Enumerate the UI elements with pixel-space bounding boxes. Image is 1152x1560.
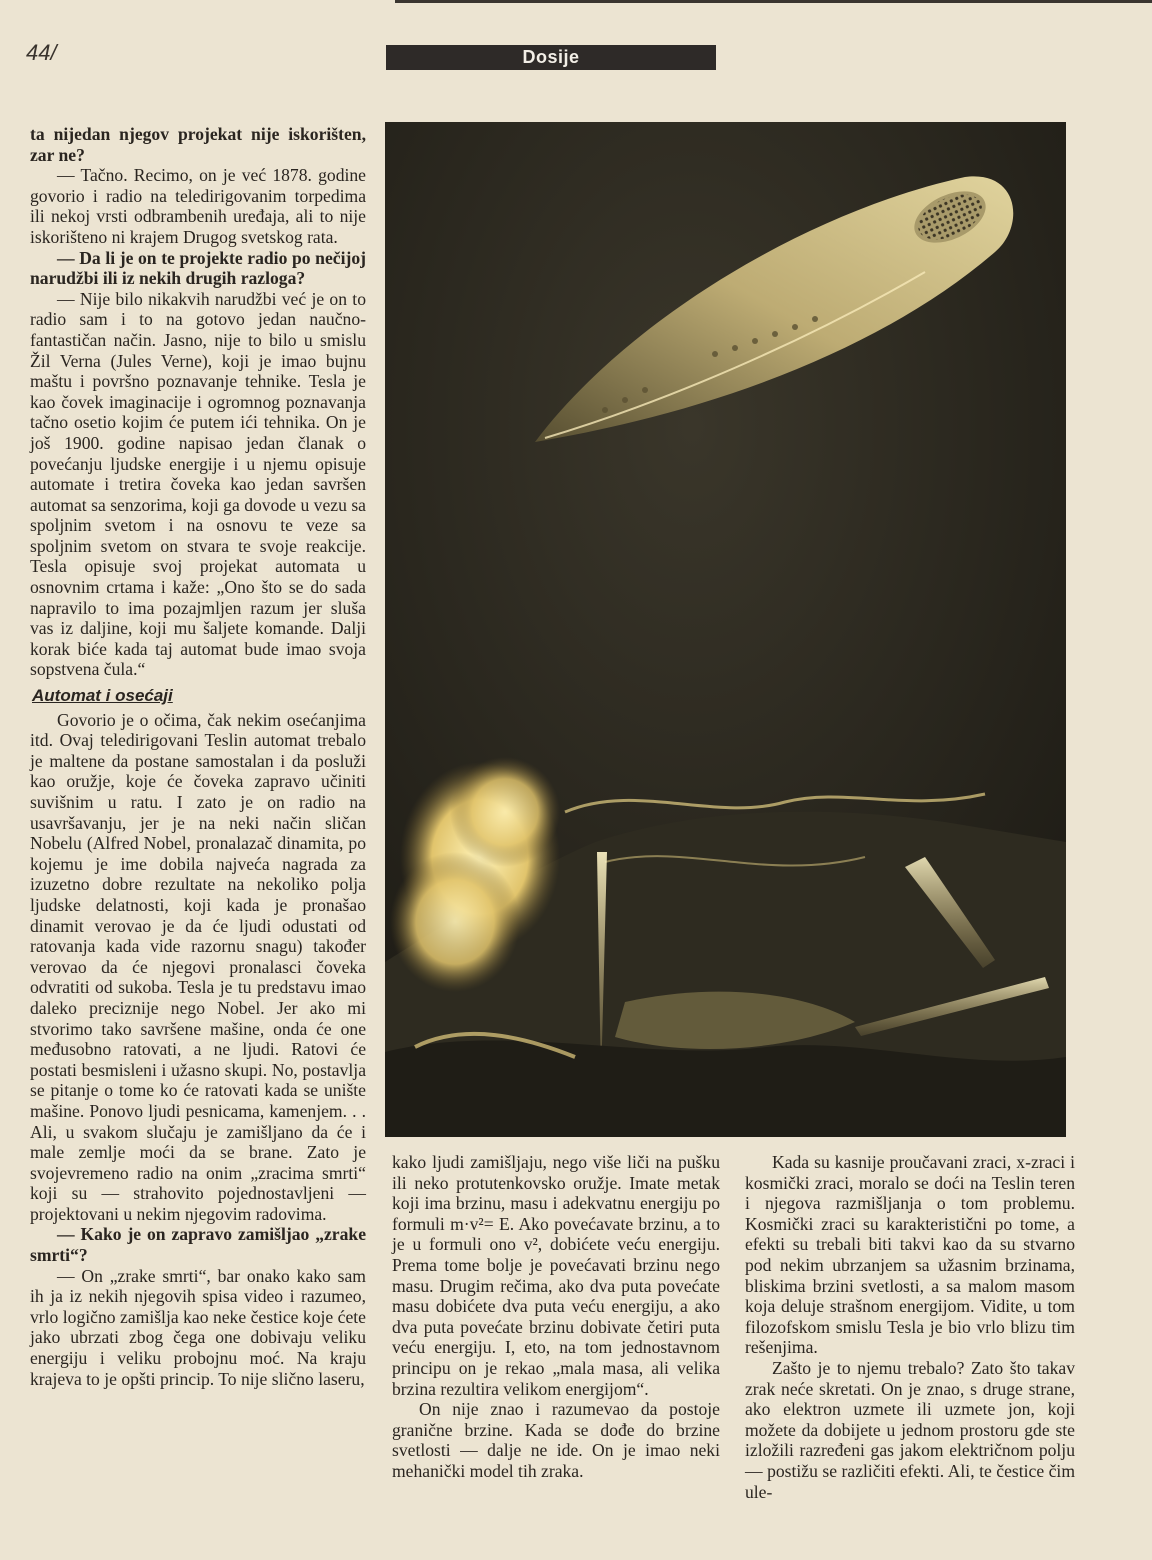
paragraph: Govorio je o očima, čak nekim osećanjima itd. Ovaj teledirigovani Teslin automat trebalo je maltene da postane samostalan i da posluži kao oružje, koje će čoveka zapravo učiniti suvišnim u ratu. I zato je on radio na usavršavanju, jer je na neki način sličan Nobelu (Alfred Nobel, pronalazač dinamita, po kojemu je ime dobila najveća nagrada za izuzetno dobre rezultate na nekoliko polja ljudske delatnosti, koji kada je pronašao dinamit verovao je da će ljudi odustati od ratovanja kada vide razornu snagu) također verovao da će njegovi pronalasci čoveka odvratiti od sukoba. Tesla je tu predstavu imao daleko preciznije nego Nobel. Jer ako mi stvorimo tako savršene mašine, onda će one međusobno ratovati, a ne ljudi. Ratovi će postati besmisleni i užasno skupi. No, postavlja se pitanje o tome ko će ratovati kada se unište mašine. Ponovo ljudi pesnicama, kamenjem. . . Ali, u svakom slučaju je zamišljano da će i male zemlje moći da se brane. Zato je svojevremeno radio na onim „zracima smrti“ koji su — strahovito pojednostavljeni — projektovani u nekim njegovim radovima. xyxy=(30,709,366,1224)
top-rule xyxy=(395,0,1152,3)
right-column xyxy=(745,1152,1075,1502)
illustration-airship-death-rays xyxy=(385,122,1066,1137)
paragraph: ta nijedan njegov projekat nije iskorišten, zar ne? xyxy=(30,124,366,165)
middle-column xyxy=(392,1152,720,1482)
subheading: Automat i osećaji xyxy=(32,686,173,706)
paragraph: — Nije bilo nikakvih narudžbi već je on to radio sam i to na gotovo jedan naučno-fantastičan način. Jasno, nije to bilo u smislu Žil Verna (Jules Verne), koji je imao bujnu maštu i površno poznavanje tehnike. Tesla je kao čovek imaginacije i ogromnog poznavanja tačno osetio kojim će putem ići tehnika. On je još 1900. godine napisao jedan članak o povećanju ljudske energije i u njemu opisuje automate i tretira čoveka kao jedan savršen automat sa senzorima, koji ga dovode u vezu sa spoljnim svetom i na osnovu te veze sa spoljnim svetom on stvara te svoje reakcije. Tesla opisuje svoj projekat automata u osnovnim crtama i kaže: „Ono što se do sada napravilo to ima pozajmljen razum jer sluša vas iz daljine, koji mu šaljete komande. Dalji korak biće kada taj automat bude imao svoja sopstvena čula.“ xyxy=(30,288,366,680)
page-number: 44/ xyxy=(26,40,57,65)
paragraph: Zašto je to njemu trebalo? Zato što takav zrak neće skretati. On je znao, s druge strane, ako elektron uzmete ili uzmete jon, koji možete da dobijete u jednom prostoru gde ste izložili razređeni gas jakom električnom polju — postižu se različiti efekti. Ali, te čestice čim ule- xyxy=(745,1357,1075,1502)
left-column xyxy=(30,124,366,1389)
paragraph: — On „zrake smrti“, bar onako kako sam ih ja iz nekih njegovih spisa video i razumeo, vrlo logično zamišlja kao neke čestice koje ćete jako ubrzati zbog čega one dobivaju veliku energiju i veliku probojnu moć. Na kraju krajeva to je opšti princip. To nije slično laseru, xyxy=(30,1265,366,1389)
paragraph: kako ljudi zamišljaju, nego više liči na pušku ili neko protutenkovsko oružje. Imate metak koji ima brzinu, masu i adekvatnu energiju po formuli m·v²= E. Ako povećavate brzinu, a to je u formuli ono v², dobićete veću energiju. Prema tome bolje je povećavati brzinu nego masu. Drugim rečima, ako dva puta povećate masu dobićete dva puta veću energiju, a ako dva puta povećate brzinu dobivate četiri puta veću energiju. I, eto, na tom jednostavnom principu on je rekao „mala masa, ali velika brzina rezultira velikom energijom“. xyxy=(392,1152,720,1399)
paragraph: On nije znao i razumevao da postoje granične brzine. Kada se dođe do brzine svetlosti — dalje ne ide. On je imao neki mehanički model tih zraka. xyxy=(392,1399,720,1481)
paragraph: Kada su kasnije proučavani zraci, x-zraci i kosmički zraci, moralo se doći na Teslin teren i njegova razmišljanja o tom problemu. Kosmički zraci su karakteristični po tome, a efekti su trebali biti takvi kao da su stvarno pod nekim ubrzanjem sa užasnim brzinama, bliskima brzini svetlosti, a sa malom masom koja deluje strašnom energijom. Vidite, u tom filozofskom smislu Tesla je bio vrlo blizu tim rešenjima. xyxy=(745,1152,1075,1358)
paragraph: — Kako je on zapravo zamišljao „zrake smrti“? xyxy=(30,1224,366,1266)
paragraph: — Da li je on te projekte radio po nečijoj narudžbi ili iz nekih drugih razloga? xyxy=(30,247,366,289)
illustration-drawing xyxy=(385,122,1066,1137)
section-title: Dosije xyxy=(386,45,716,70)
paragraph: — Tačno. Recimo, on je već 1878. godine govorio i radio na teledirigovanim torpedima ili nekoj vrsti odbrambenih uređaja, ali to nije iskorišteno ni krajem Drugog svetskog rata. xyxy=(30,165,366,247)
